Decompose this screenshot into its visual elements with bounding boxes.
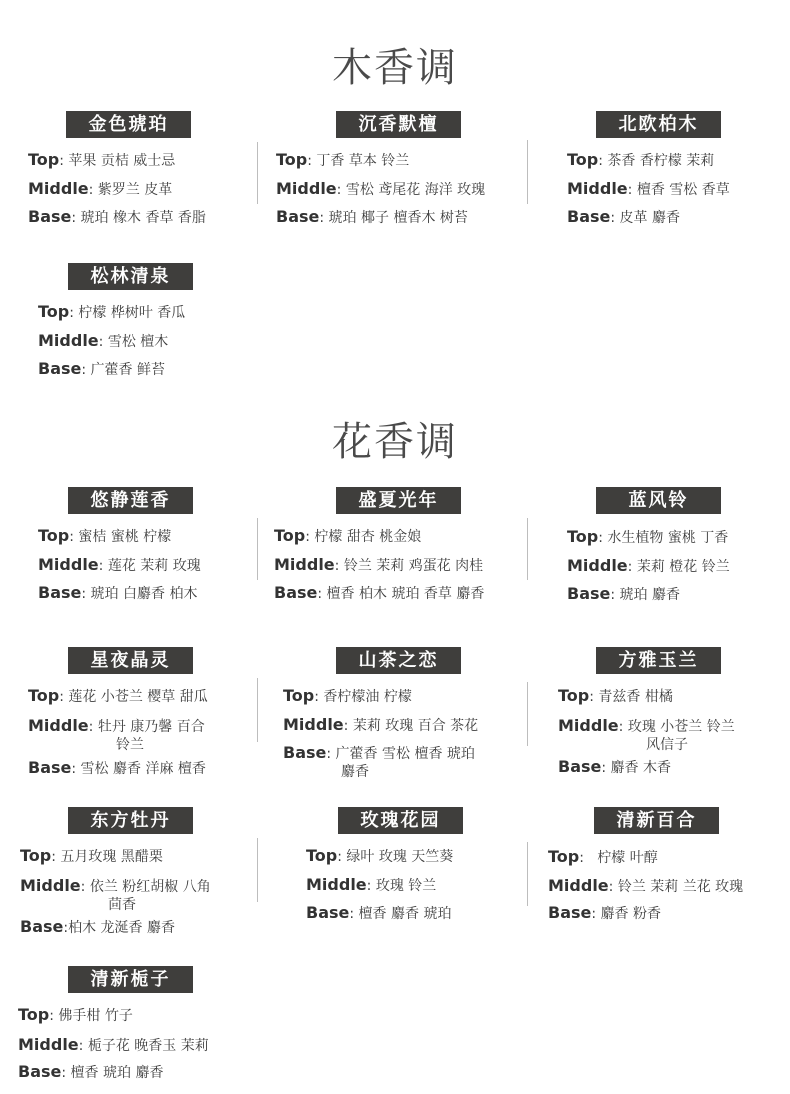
top-notes: Top: 绿叶 玫瑰 天竺葵 [306, 846, 454, 865]
perfume-name: 清新栀子 [68, 966, 193, 993]
middle-notes: Middle: 依兰 粉红胡椒 八角 茴香 [20, 876, 211, 913]
perfume-card [18, 966, 258, 1086]
perfume-card [276, 111, 526, 231]
base-notes: Base: 雪松 麝香 洋麻 檀香 [28, 758, 206, 777]
middle-notes: Middle: 紫罗兰 皮革 [28, 179, 173, 198]
perfume-card [567, 111, 777, 231]
perfume-name: 蓝风铃 [596, 487, 721, 514]
top-notes: Top: 柠檬 甜杏 桃金娘 [274, 526, 422, 545]
middle-notes: Middle: 雪松 檀木 [38, 331, 169, 350]
top-notes: Top: 青兹香 柑橘 [558, 686, 673, 705]
top-notes: Top: 苹果 贡桔 威士忌 [28, 150, 176, 169]
perfume-name: 山茶之恋 [336, 647, 461, 674]
middle-notes: Middle: 檀香 雪松 香草 [567, 179, 730, 198]
base-notes: Base: 琥珀 椰子 檀香木 树苔 [276, 207, 468, 226]
perfume-card [567, 487, 777, 607]
perfume-card [274, 487, 524, 607]
middle-notes: Middle: 铃兰 茉莉 鸡蛋花 肉桂 [274, 555, 484, 574]
perfume-name: 沉香默檀 [336, 111, 461, 138]
perfume-name: 盛夏光年 [336, 487, 461, 514]
base-notes: Base: 麝香 木香 [558, 757, 671, 776]
base-notes: Base: 琥珀 麝香 [567, 584, 680, 603]
middle-notes: Middle: 雪松 鸢尾花 海洋 玫瑰 [276, 179, 486, 198]
middle-notes: Middle: 茉莉 玫瑰 百合 茶花 [283, 715, 479, 734]
perfume-name: 玫瑰花园 [338, 807, 463, 834]
base-notes: Base: 广藿香 鲜苔 [38, 359, 165, 378]
base-notes: Base: 麝香 粉香 [548, 903, 661, 922]
perfume-card [548, 807, 783, 927]
top-notes: Top: 蜜桔 蜜桃 柠檬 [38, 526, 172, 545]
base-notes: Base: 广藿香 雪松 檀香 琥珀 麝香 [283, 743, 475, 780]
base-notes: Base: 琥珀 橡木 香草 香脂 [28, 207, 206, 226]
middle-notes: Middle: 茉莉 橙花 铃兰 [567, 556, 730, 575]
base-notes: Base: 皮革 麝香 [567, 207, 680, 226]
base-notes: Base:柏木 龙涎香 麝香 [20, 917, 175, 936]
top-notes: Top: 香柠檬油 柠檬 [283, 686, 412, 705]
base-notes: Base: 檀香 柏木 琥珀 香草 麝香 [274, 583, 485, 602]
perfume-card [20, 807, 258, 947]
middle-notes: Middle: 牡丹 康乃馨 百合 铃兰 [28, 716, 205, 753]
top-notes: Top: 丁香 草本 铃兰 [276, 150, 410, 169]
perfume-name: 东方牡丹 [68, 807, 193, 834]
perfume-name: 金色琥珀 [66, 111, 191, 138]
perfume-card [38, 263, 258, 383]
base-notes: Base: 琥珀 白麝香 柏木 [38, 583, 198, 602]
perfume-name: 北欧柏木 [596, 111, 721, 138]
perfume-card [38, 487, 258, 607]
top-notes: Top: 柠檬 桦树叶 香瓜 [38, 302, 186, 321]
top-notes: Top: 莲花 小苍兰 樱草 甜瓜 [28, 686, 208, 705]
perfume-name: 悠静莲香 [68, 487, 193, 514]
perfume-name: 松林清泉 [68, 263, 193, 290]
middle-notes: Middle: 铃兰 茉莉 兰花 玫瑰 [548, 876, 744, 895]
divider [527, 682, 528, 746]
perfume-card [283, 647, 523, 787]
perfume-card [558, 647, 778, 787]
base-notes: Base: 檀香 琥珀 麝香 [18, 1062, 164, 1081]
top-notes: Top: 水生植物 蜜桃 丁香 [567, 527, 729, 546]
perfume-card [28, 647, 258, 787]
middle-notes: Middle: 莲花 茉莉 玫瑰 [38, 555, 201, 574]
divider [527, 842, 528, 906]
perfume-card [28, 111, 258, 231]
base-notes: Base: 檀香 麝香 琥珀 [306, 903, 452, 922]
section-title-woody: 木香调 [332, 45, 458, 91]
middle-notes: Middle: 玫瑰 铃兰 [306, 875, 437, 894]
perfume-name: 清新百合 [594, 807, 719, 834]
top-notes: Top: 柠檬 叶醇 [548, 847, 658, 866]
divider [527, 140, 528, 204]
top-notes: Top: 五月玫瑰 黑醋栗 [20, 846, 163, 865]
perfume-name: 星夜晶灵 [68, 647, 193, 674]
section-title-floral: 花香调 [332, 419, 458, 465]
middle-notes: Middle: 栀子花 晚香玉 茉莉 [18, 1035, 209, 1054]
top-notes: Top: 佛手柑 竹子 [18, 1005, 133, 1024]
perfume-name: 方雅玉兰 [596, 647, 721, 674]
middle-notes: Middle: 玫瑰 小苍兰 铃兰 风信子 [558, 716, 735, 753]
divider [527, 518, 528, 580]
perfume-card [306, 807, 521, 927]
top-notes: Top: 茶香 香柠檬 茉莉 [567, 150, 715, 169]
